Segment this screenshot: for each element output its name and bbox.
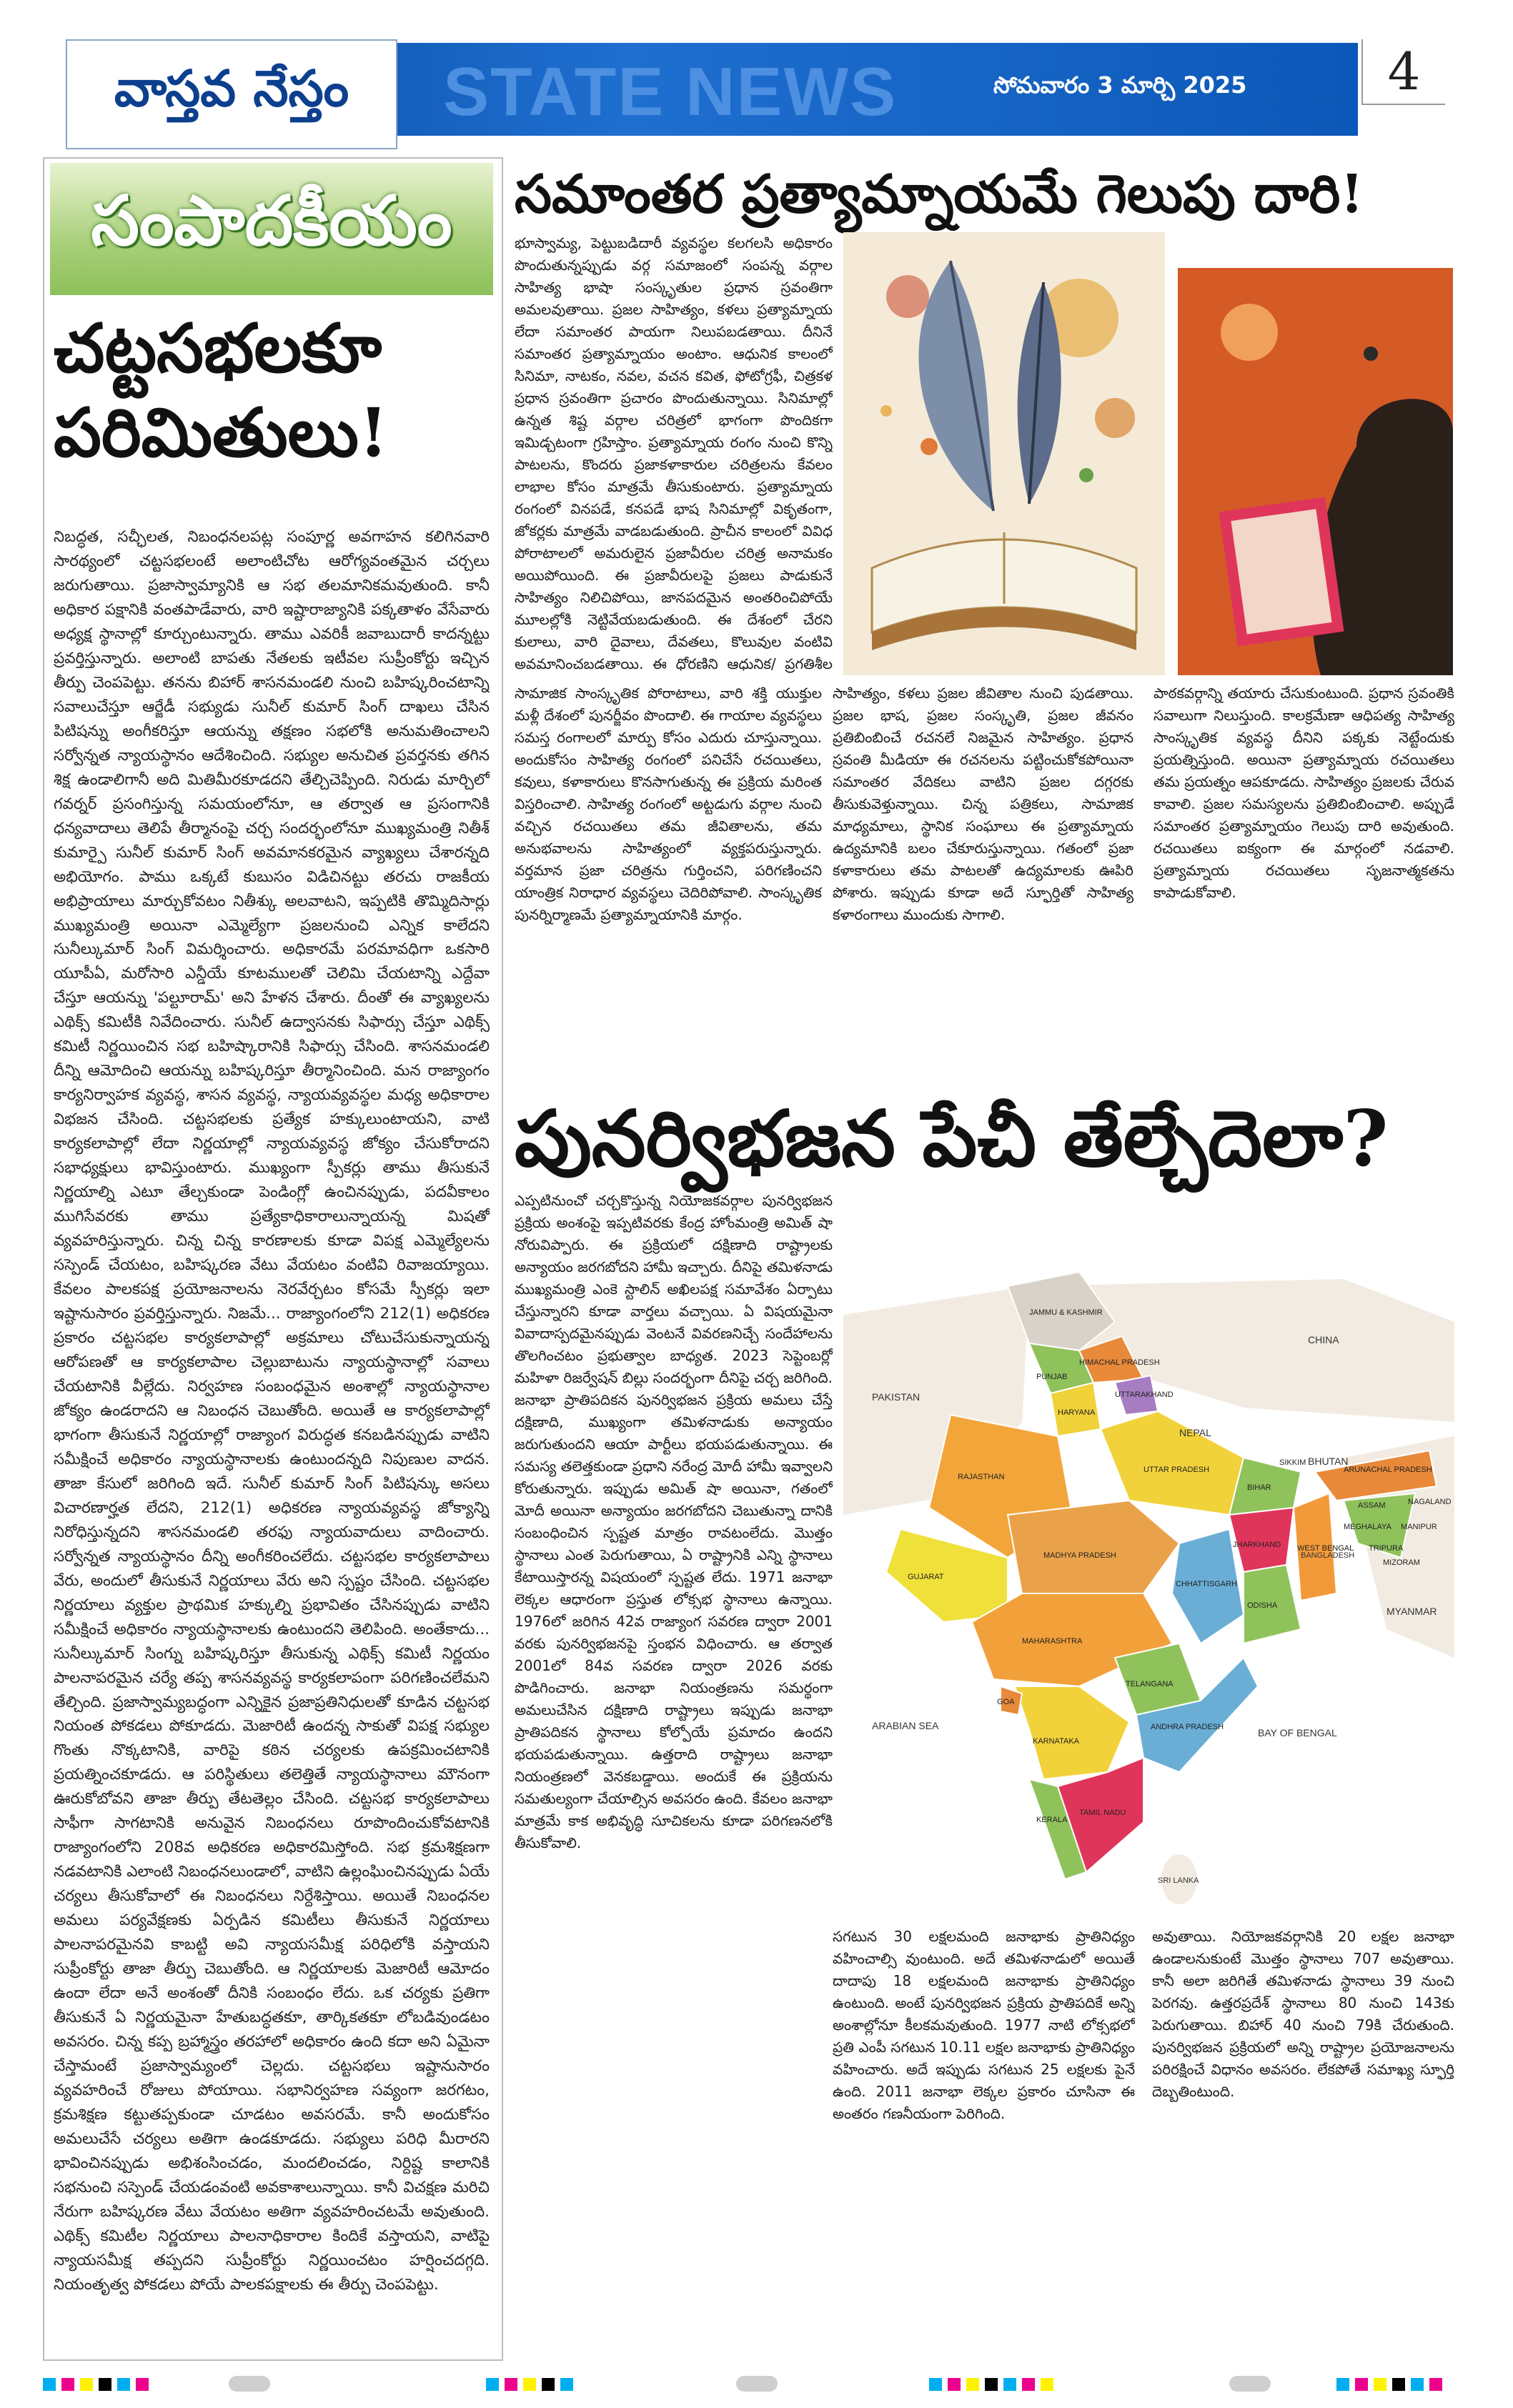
state-label: HARYANA bbox=[1058, 1408, 1096, 1417]
editorial-body: నిబద్ధత, సచ్ఛీలత, నిబంధనలపట్ల సంపూర్ణ అవగాహన కలిగినవారి సారథ్యంలో చట్టసభలంటే అలాంటిచోట ఆరోగ్యవంతమైన చర్చలు జరుగుతాయి. ప్రజాస్వామ్యానికి ఆ సభ తలమానికమవుతుంది. కానీ అధికార పక్షానికి వంతపాడేవారు, వారి ఇష్టారాజ్యానికి పక్కతాళం వేసేవారు అధ్యక్ష స్థానాల్లో కూర్చుంటున్నారు. తాము ఎవరికీ జవాబుదారీ కాదన్నట్టు ప్రవర్తిస్తున్నారు. అలాంటి బాపతు నేతలకు ఇటీవల సుప్రీంకోర్టు ఇచ్చిన తీర్పు చెంపపెట్టు. తనను బిహార్ శాసనమండలి నుంచి బహిష్కరించటాన్ని సవాలుచేస్తూ ఆర్జేడీ సభ్యుడు సునీల్ కుమార్ సింగ్ దాఖలు చేసిన పిటిషన్ను అంగీకరిస్తూ ఆయన్ను తక్షణం సభలోకి అనుమతించాలని సర్వోన్నత న్యాయస్థానం ఆదేశించింది. సభ్యుల అనుచిత ప్రవర్తనకు తగిన శిక్ష ఉండాలిగానీ అది మితిమీరకూడదని తేల్చిచెప్పింది. నిరుడు మార్చిలో గవర్నర్ ప్రసంగిస్తున్న సమయంలోనూ, ఆ తర్వాత ఆ ప్రసంగానికి ధన్యవాదాలు తెలిపే తీర్మానంపై చర్చ సందర్భంలోనూ ముఖ్యమంత్రి నితీశ్ కుమార్పై సునీల్ కుమార్ సింగ్ అవమానకరమైన వ్యాఖ్యలు చేశారన్నది అభియోగం. పాము ఒక్కటే కుబుసం విడిచినట్టు తరచు రాజకీయ అభిప్రాయాలు మార్చుకోవటం నితీశ్కు అలవాటని, ఇప్పటికి తొమ్మిదిసార్లు ముఖ్యమంత్రి అయినా ఎమ్మెల్యేగా ప్రజలనుంచి ఎన్నిక కాలేదని సునీల్కుమార్ సింగ్ విమర్శించారు. అధికారమే పరమావధిగా ఒకసారి యూపీఏ, మరోసారి ఎన్డీయే కూటములతో చెలిమి చేయటాన్ని ఎద్దేవా చేస్తూ ఆయన్ను 'పల్టూరామ్' అని హేళన చేశారు. దీంతో ఈ వ్యాఖ్యలను ఎథిక్స్ కమిటీకి నివేదించారు. సునీల్ ఉద్వాసనకు సిఫార్సు చేస్తూ ఎథిక్స్ కమిటీ నిర్ణయించిన సభ బహిష్కారానికి సిఫార్సు చేసింది. శాసనమండలి దీన్ని ఆమోదించి ఆయన్ను బహిష్కరిస్తూ తీర్మానించింది. మన రాజ్యాంగం కార్యనిర్వాహక వ్యవస్థ, శాసన వ్యవస్థ, న్యాయవ్యవస్థల మధ్య అధికారాల విభజన చేసింది. చట్టసభలకు ప్రత్యేక హక్కులుంటాయని, వాటి కార్యకలాపాల్లో లేదా నిర్ణయాల్లో న్యాయవ్యవస్థ జోక్యం చేసుకోరాదని సభాధ్యక్షులు భావిస్తుంటారు. ముఖ్యంగా స్పీకర్లు తాము తీసుకునే నిర్ణయాల్ని ఎటూ తేల్చకుండా పెండింగ్లో ఉంచినప్పుడు, పదవీకాలం ముగిసేవరకు తాము ప్రత్యేకాధికారాలున్నాయన్న మిషతో వ్యవహరిస్తున్నారు. చిన్న చిన్న కారణాలకు కూడా విపక్ష ఎమ్మెల్యేలను సస్పెండ్ చేయటం, బహిష్కరణ వేటు వేయటం వంటివి రివాజయ్యాయి. కేవలం పాలకపక్ష ప్రయోజనాలను నెరవేర్చటం కోసమే స్పీకర్లు ఇలా ఇష్టానుసారం ప్రవర్తిస్తున్నారు. నిజమే... రాజ్యాంగంలోని 212(1) అధికరణ ప్రకారం చట్టసభల కార్యకలాపాల్లో అక్రమాలు చోటుచేసుకున్నాయన్న ఆరోపణతో ఆ కార్యకలాపాల చెల్లుబాటును న్యాయస్థానాల్లో సవాలు చేయటానికి వీల్లేదు. నిర్వహణ సంబంధమైన అంశాల్లో న్యాయస్థానాల జోక్యం ఉండరాదని ఆ నిబంధన చెబుతోంది. అయితే ఆ కార్యకలాపాల్లో భాగంగా తీసుకునే నిర్ణయాల్లో రాజ్యాంగ విరుద్ధత కనబడినప్పుడు వాటిని సమీక్షించే అధికారం న్యాయస్థానాలకు ఉంటుందన్నది నిపుణుల వాదన. తాజా కేసులో జరిగింది ఇదే. సునీల్ కుమార్ సింగ్ పిటిషన్కు అసలు విచారణార్హత లేదని, 212(1) అధికరణ న్యాయవ్యవస్థ జోక్యాన్ని నిరోధిస్తున్నదని శాసనమండలి తరఫు న్యాయవాదులు వాదించారు. సర్వోన్నత న్యాయస్థానం దీన్ని అంగీకరించలేదు. చట్టసభల కార్యకలాపాలు వేరు, అందులో తీసుకునే నిర్ణయాలు వేరు అని స్పష్టం చేసింది. చట్టసభల నిర్ణయాలు వ్యక్తుల ప్రాథమిక హక్కుల్ని ప్రభావితం చేసినప్పుడు వాటిని సమీక్షించే అధికారం న్యాయస్థానాలకు ఉంటుందని తెలిపింది. అంతేకాదు... సునీల్కుమార్ సింగ్ను బహిష్కరిస్తూ తీసుకున్న ఎథిక్స్ కమిటీ నిర్ణయం పాలనాపరమైన చర్యే తప్ప శాసనవ్యవస్థ కార్యకలాపంగా పరిగణించలేమని తేల్చింది. ప్రజాస్వామ్యబద్ధంగా ఎన్నికైన ప్రజాప్రతినిధులతో కూడిన చట్టసభ నియంత పోకడలు పోకూడదు. మెజారిటీ ఉందన్న సాకుతో విపక్ష సభ్యుల గొంతు నొక్కటానికి, వారిపై కఠిన చర్యలకు ఉపక్రమించటానికి ప్రయత్నించకూడదు. ఆ పరిస్థితులు తలెత్తితే న్యాయస్థానాలు మౌనంగా ఊరుకోబోవని తాజా తీర్పు తేటతెల్లం చేసింది. చట్టసభ కార్యకలాపాలు సాఫీగా సాగటానికి అనువైన నిబంధనలు రూపొందించుకోవటానికి రాజ్యాంగంలోని 208వ అధికరణ అధికారమిస్తోంది. సభ క్రమశిక్షణగా నడవటానికి ఎలాంటి నిబంధనలుండాలో, వాటిని ఉల్లంఘించినప్పుడు ఏయే చర్యలు తీసుకోవాలో ఈ నిబంధనలు నిర్దేశిస్తాయి. అయితే నిబంధనల అమలు పర్యవేక్షణకు ఏర్పడిన కమిటీలు తీసుకునే నిర్ణయాలు పాలనాపరమైనవి కాబట్టి అవి న్యాయసమీక్ష పరిధిలోకి వస్తాయని సుప్రీంకోర్టు తాజా తీర్పు చెబుతోంది. ఆ నిర్ణయాలకు మెజారిటీ ఆమోదం ఉందా లేదా అనే అంశంతో దీనికి సంబంధం లేదు. ఒక చర్యకు ప్రతిగా తీసుకునే ఏ నిర్ణయమైనా హేతుబద్ధతకూ, తార్కికతకూ లోబడివుండటం అవసరం. చిన్న కప్ప బ్రహ్మాస్త్రం తరహాలో అధికారం ఉంది కదా అని ఏమైనా చేస్తామంటే ప్రజాస్వామ్యంలో చెల్లదు. చట్టసభలు ఇష్టానుసారం వ్యవహరించే రోజులు పోయాయి. సభానిర్వహణ సవ్యంగా జరగటం, క్రమశిక్షణ కట్టుతప్పకుండా చూడటం అవసరమే. కానీ అందుకోసం అమలుచేసే చర్యలు అతిగా ఉండకూడదు. సభ్యులు పరిధి మీరారని భావించినప్పుడు అభిశంసించడం, మందలించడం, నిర్దిష్ట కాలానికి సభనుంచి సస్పెండ్ చేయడంవంటి అవకాశాలున్నాయి. కానీ విచక్షణ మరిచి నేరుగా బహిష్కరణ వేటు వేయటం అతిగా వ్యవహరించటమే అవుతుంది. ఎథిక్స్ కమిటీల నిర్ణయాలు పాలనాధికారాల కిందికే వస్తాయని, వాటిపై న్యాయసమీక్ష తప్పదని సుప్రీంకోర్టు నిర్ణయించటం హర్షించదగ్గది. నియంతృత్వ పోకడలు పోయే పాలకపక్షాలకు ఈ తీర్పు చెంపపెట్టు. bbox=[54, 528, 490, 2294]
article1-column-1: భూస్వామ్య, పెట్టుబడిదారీ వ్యవస్థల కలగలసి అధికారం పొందుతున్నప్పుడు వర్గ సమాజంలో సంపన్న వర్గాల సాహిత్య భాషా సంస్కృతుల ప్రధాన స్రవంతిగా అమలవుతాయి. ప్రజల సాహిత్యం, కళలు ప్రత్యామ్నాయ లేదా సమాంతర పాయగా నిలుపబడతాయి. దీనినే సమాంతర ప్రత్యామ్నాయం అంటాం. ఆధునిక కాలంలో సినిమా, నాటకం, నవల, వచన కవిత, ఫోటోగ్రఫీ, చిత్రకళ ప్రధాన స్రవంతిగా ప్రచారం పొందుతున్నాయి. సినిమాల్లో ఉన్నత శిష్ట వర్గాల చరిత్రలో భాగంగా పొందికగా ఇమిడ్చటంగా గ్రహిస్తాం. ప్రత్యామ్నాయ రంగం నుంచి కొన్ని పాటలను, కొందరు ప్రజాకళాకారుల చరిత్రలను కేవలం లాభాల కోసం మాత్రమే తీసుకుంటారు. ప్రత్యామ్నాయ రంగంలో వినపడే, కనపడే భాష సినిమాల్లో వికృతంగా, జోకర్లకు మాత్రమే వాడబడుతుంది. ప్రాచీన కాలంలో వివిధ పోరాటాలలో అమరులైన ప్రజావీరుల చరిత్ర అనామకం అయిపోయింది. ఈ ప్రజావీరులపై ప్రజలు పాడుకునే సాహిత్యం నిలిచిపోయి, జానపదమైన అంతరించిపోయే మూలల్లోకి నెట్టివేయబడుతుంది. ఈ దేశంలో చేరని కులాలు, వారి దైవాలు, దేవతలు, కొలువుల వంటివి అవమానించబడతాయి. ఈ ధోరణిని ఆధునిక/ ప్రగతిశీల bbox=[515, 234, 833, 672]
state-label: UTTAR PRADESH bbox=[1144, 1466, 1210, 1474]
reader-icon bbox=[1178, 268, 1453, 675]
map-label: SRI LANKA bbox=[1158, 1876, 1199, 1885]
state-label: UTTARAKHAND bbox=[1115, 1390, 1174, 1399]
section-title: STATE NEWS bbox=[443, 54, 898, 130]
color-registration-marks bbox=[1336, 2378, 1442, 2391]
editorial-banner bbox=[50, 163, 493, 295]
issue-date: సోమవారం 3 మార్చి 2025 bbox=[993, 71, 1247, 99]
registration-oval bbox=[1229, 2376, 1271, 2392]
state-label: GUJARAT bbox=[908, 1573, 944, 1581]
map-label: BANGLADESH bbox=[1301, 1551, 1355, 1560]
article1-headline: సమాంతర ప్రత్యామ్నాయమే గెలుపు దారి! bbox=[515, 164, 1364, 225]
state-label: MIZORAM bbox=[1383, 1558, 1420, 1567]
state-label: TELANGANA bbox=[1126, 1680, 1174, 1688]
article2-column-3: అవుతాయి. నియోజకవర్గానికి 20 లక్షల జనాభా ఉండాలనుకుంటే మొత్తం స్థానాలు 707 అవుతాయి. కానీ అలా జరిగితే తమిళనాడు స్థానాలు 39 నుంచి పెరగవు. ఉత్తరప్రదేశ్ స్థానాలు 80 నుంచి 143కు పెరుగుతాయి. బిహార్ 40 నుంచి 79కి చేరుతుంది. పునర్విభజన ప్రక్రియలో అన్ని రాష్ట్రాల ప్రయోజనాలను పరిరక్షించే విధానం అవసరం. లేకపోతే సమాఖ్య స్ఫూర్తి దెబ్బతింటుంది. bbox=[1152, 1928, 1454, 2100]
logo-text: వాస్తవ నేస్తం bbox=[114, 59, 349, 118]
state-label: HIMACHAL PRADESH bbox=[1079, 1358, 1160, 1367]
map-label: ARABIAN SEA bbox=[872, 1720, 939, 1731]
article2-column-1: ఎప్పటినుంచో చర్చకొస్తున్న నియోజకవర్గాల పునర్విభజన ప్రక్రియ అంశంపై ఇప్పటివరకు కేంద్ర హోంమంత్రి అమిత్ షా నోరువిప్పారు. ఈ ప్రక్రియలో దక్షిణాది రాష్ట్రాలకు అన్యాయం జరగబోదని హామీ ఇచ్చారు. దీనిపై తమిళనాడు ముఖ్యమంత్రి ఎంకె స్టాలిన్ అఖిలపక్ష సమావేశం ఏర్పాటు చేస్తున్నారని కూడా వార్తలు వచ్చాయి. ఏ విషయమైనా వివాదాస్పదమైనప్పుడు వెంటనే వివరణనిచ్చే సందేహాలను తొలగించటం ప్రభుత్వాల బాధ్యత. 2023 సెప్టెంబర్లో మహిళా రిజర్వేషన్ బిల్లు సందర్భంగా దీనిపై చర్చ జరిగింది. జనాభా ప్రాతిపదికన పునర్విభజన ప్రక్రియ అమలు చేస్తే దక్షిణాది, ముఖ్యంగా తమిళనాడుకు అన్యాయం జరుగుతుందని ఆయా పార్టీలు భయపడుతున్నాయి. ఈ సమస్య తలెత్తకుండా ప్రధాని నరేంద్ర మోదీ హామీ ఇవ్వాలని కోరుతున్నారు. ఇప్పుడు అమిత్ షా అయినా, గతంలో మోదీ అయినా అన్యాయం జరగబోదని చెబుతున్నా దానికి సంబంధించిన స్పష్టత మాత్రం రావటంలేదు. మొత్తం స్థానాలు ఎంత పెరుగుతాయి, ఏ రాష్ట్రానికి ఎన్ని స్థానాలు కేటాయిస్తారన్న విషయంలో స్పష్టత లేదు. 1971 జనాభా లెక్కల ఆధారంగా ప్రస్తుత లోక్సభ స్థానాలు ఉన్నాయి. 1976లో జరిగిన 42వ రాజ్యాంగ సవరణ ద్వారా 2001 వరకు పునర్విభజనపై స్తంభన విధించారు. ఆ తర్వాత 2001లో 84వ సవరణ ద్వారా 2026 వరకు పొడిగించారు. జనాభా నియంత్రణను సమర్థంగా అమలుచేసిన దక్షిణాది రాష్ట్రాలు ఇప్పుడు జనాభా ప్రాతిపదికన స్థానాలు కోల్పోయే ప్రమాదం ఉందని భయపడుతున్నాయి. ఉత్తరాది రాష్ట్రాలు జనాభా నియంత్రణలో వెనకబడ్డాయి. అందుకే ఈ ప్రక్రియను సమతుల్యంగా చేయాల్సిన అవసరం ఉంది. కేవలం జనాభా మాత్రమే కాక అభివృద్ధి సూచికలను కూడా పరిగణనలోకి తీసుకోవాలి. bbox=[515, 1192, 833, 1851]
state-label: KERALA bbox=[1036, 1816, 1068, 1824]
state-label: MADHYA PRADESH bbox=[1043, 1551, 1116, 1560]
registration-oval bbox=[229, 2376, 270, 2392]
registration-oval bbox=[736, 2376, 778, 2392]
state-label: ODISHA bbox=[1247, 1601, 1278, 1610]
india-map bbox=[843, 1258, 1454, 1915]
state-label: CHHATTISGARH bbox=[1176, 1580, 1237, 1588]
article2-headline: పునర్విభజన పేచీ తేల్చేదెలా? bbox=[515, 1094, 1389, 1184]
state-label: TRIPURA bbox=[1369, 1544, 1404, 1553]
state-label: NAGALAND bbox=[1408, 1498, 1452, 1506]
state-label: SIKKIM bbox=[1279, 1458, 1306, 1467]
state-label: MAHARASHTRA bbox=[1022, 1637, 1083, 1646]
page-number: 4 bbox=[1387, 41, 1421, 101]
state-label: TAMIL NADU bbox=[1079, 1809, 1126, 1817]
state-label: JHARKHAND bbox=[1233, 1541, 1281, 1549]
state-label: ANDHRA PRADESH bbox=[1151, 1723, 1224, 1731]
article1-columns bbox=[833, 682, 1454, 1083]
editorial-headline-line1: చట్టసభలకూ bbox=[54, 309, 382, 388]
books-illustration bbox=[843, 232, 1165, 675]
map-label: PAKISTAN bbox=[872, 1391, 921, 1403]
state-label: JAMMU & KASHMIR bbox=[1029, 1308, 1103, 1317]
article1-column-3: సాహిత్యం, కళలు ప్రజల జీవితాల నుంచి పుడతాయి. ప్రజల భాష, ప్రజల సంస్కృతి, ప్రజల జీవనం ప్రతిబింబించే రచనలే నిజమైన సాహిత్యం. ప్రధాన స్రవంతి మీడియా ఈ రచనలను పట్టించుకోకపోయినా సమాంతర వేదికలు వాటిని ప్రజల దగ్గరకు తీసుకువెళ్తున్నాయి. చిన్న పత్రికలు, సామాజిక మాధ్యమాలు, స్థానిక సంఘాలు ఈ ప్రత్యామ్నాయ ఉద్యమానికి బలం చేకూరుస్తున్నాయి. గతంలో ప్రజా కళాకారులు తమ పాటలతో ఉద్యమాలకు ఊపిరి పోశారు. ఇప్పుడు కూడా అదే స్ఫూర్తితో సాహిత్య కళారంగాలు ముందుకు సాగాలి. bbox=[833, 685, 1133, 923]
page-number-box bbox=[1361, 39, 1445, 105]
state-label: ASSAM bbox=[1358, 1501, 1386, 1510]
article2-column-2: సగటున 30 లక్షలమంది జనాభాకు ప్రాతినిధ్యం వహించాల్సి వుంటుంది. అదే తమిళనాడులో అయితే దాదాపు 18 లక్షలమంది జనాభాకు ప్రాతినిధ్యం ఉంటుంది. అంటే పునర్విభజన ప్రక్రియ ప్రాతిపదికే అన్ని అంశాల్లోనూ కీలకమవుతుంది. 1977 నాటి లోక్సభలో ప్రతి ఎంపీ సగటున 10.11 లక్షల జనాభాకు ప్రాతినిధ్యం వహించారు. అదే ఇప్పుడు సగటున 25 లక్షలకు పైనే ఉంది. 2011 జనాభా లెక్కల ప్రకారం చూసినా ఈ అంతరం గణనీయంగా పెరిగింది. bbox=[833, 1928, 1135, 2122]
map-label: CHINA bbox=[1308, 1334, 1339, 1345]
map-label: BAY OF BENGAL bbox=[1258, 1727, 1337, 1738]
state-label: MANIPUR bbox=[1401, 1523, 1437, 1531]
india-map-icon bbox=[843, 1258, 1454, 1915]
state-label: KARNATAKA bbox=[1033, 1737, 1079, 1746]
color-registration-marks bbox=[486, 2378, 573, 2391]
editorial-headline bbox=[54, 307, 490, 475]
article1-column-2: సామాజిక సాంస్కృతిక పోరాటాలు, వారి శక్తి యుక్తుల మళ్లీ దేశంలో పునర్జీవం పొందాలి. ఈ గాయాల వ్యవస్థలు సమస్త రంగాలలో మార్పు కోసం ఎదురు చూస్తున్నాయి. అందుకోసం సాహిత్య రంగంలో పనిచేసే రచయితలు, కవులు, కళాకారులు కొనసాగుతున్న ఈ ప్రక్రియ మరింత విస్తరించాలి. సాహిత్య రంగంలో అట్టడుగు వర్గాల నుంచి వచ్చిన రచయితలు తమ జీవితాలను, తమ అనుభవాలను సాహిత్యంలో వ్యక్తపరుస్తున్నారు. వర్తమాన ప్రజా చరిత్రను గుర్తించని, పరిగణించని యాంత్రిక నిరాధార వ్యవస్థలు చెదిరిపోవాలి. సాంస్కృతిక పునర్నిర్మాణమే ప్రత్యామ్నాయానికి మార్గం. bbox=[515, 685, 822, 923]
newspaper-logo[interactable] bbox=[66, 39, 397, 149]
editorial-banner-text: సంపాదకీయం bbox=[91, 180, 452, 261]
map-label: NEPAL bbox=[1179, 1427, 1211, 1438]
books-feather-icon bbox=[843, 232, 1165, 675]
state-label: ARUNACHAL PRADESH bbox=[1344, 1466, 1432, 1474]
editorial-headline-line2: పరిమితులు! bbox=[54, 393, 389, 472]
reader-illustration bbox=[1178, 268, 1453, 675]
color-registration-marks bbox=[43, 2378, 149, 2391]
map-label: BHUTAN bbox=[1308, 1456, 1349, 1467]
state-label: RAJASTHAN bbox=[958, 1473, 1005, 1481]
state-label: PUNJAB bbox=[1036, 1373, 1068, 1381]
state-label: GOA bbox=[997, 1698, 1015, 1706]
state-label: MEGHALAYA bbox=[1344, 1523, 1392, 1531]
article2-columns bbox=[833, 1926, 1454, 2351]
map-label: MYANMAR bbox=[1386, 1606, 1437, 1617]
state-label: WEST BENGAL bbox=[1297, 1544, 1354, 1553]
state-label: BIHAR bbox=[1247, 1483, 1271, 1492]
color-registration-marks bbox=[929, 2378, 1053, 2391]
article1-column-4: పాఠకవర్గాన్ని తయారు చేసుకుంటుంది. ప్రధాన స్రవంతికి సవాలుగా నిలుస్తుంది. కాలక్రమేణా ఆధిపత్య సాహిత్య సాంస్కృతిక వ్యవస్థ దీనిని పక్కకు నెట్టేందుకు ప్రయత్నిస్తుంది. అయినా ప్రత్యామ్నాయ రచయితలు తమ ప్రయత్నం ఆపకూడదు. సాహిత్యం ప్రజలకు చేరువ కావాలి. ప్రజల సమస్యలను ప్రతిబింబించాలి. అప్పుడే సమాంతర ప్రత్యామ్నాయం గెలుపు దారి అవుతుంది. రచయితలు ఐక్యంగా ఈ మార్గంలో నడవాలి. ప్రత్యామ్నాయ రచయితలు సృజనాత్మకతను కాపాడుకోవాలి. bbox=[1154, 685, 1454, 901]
